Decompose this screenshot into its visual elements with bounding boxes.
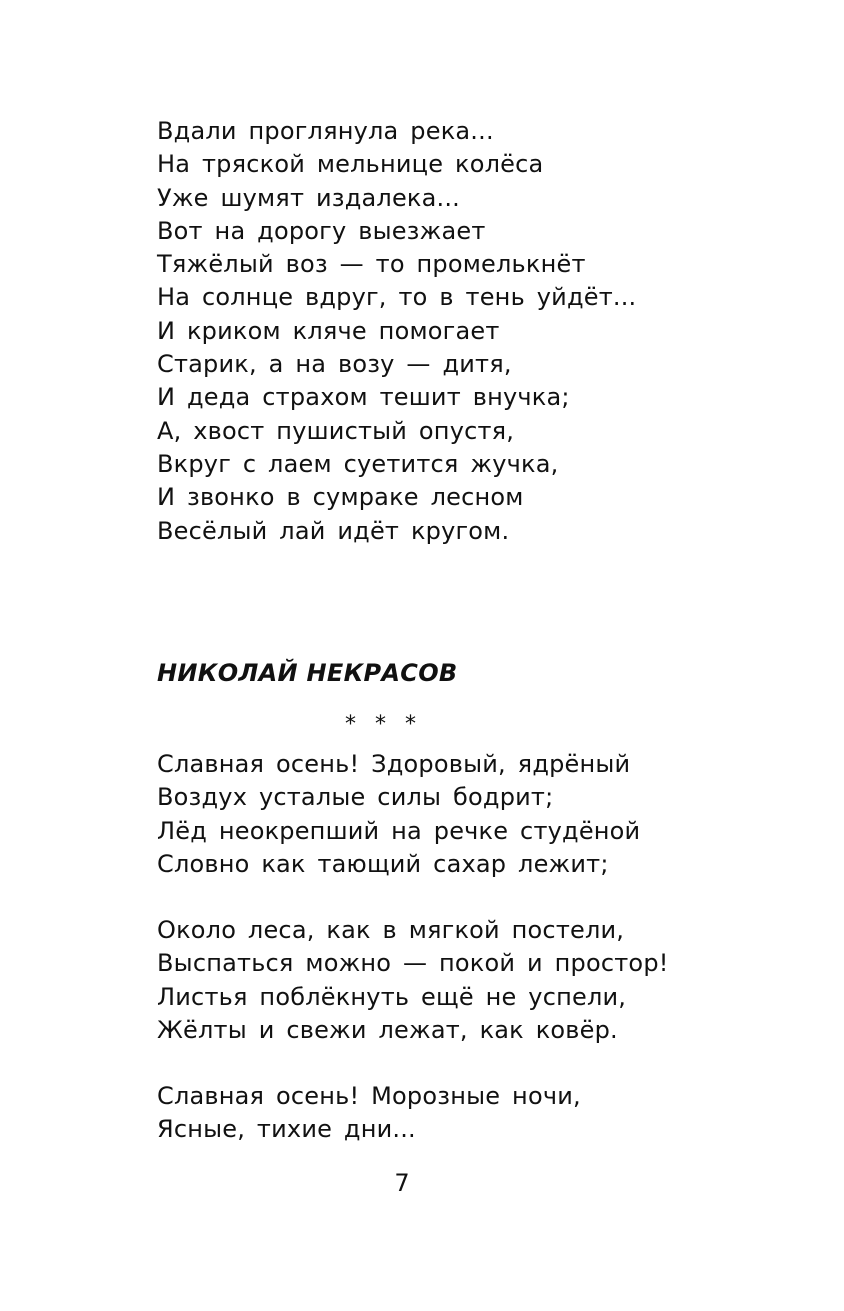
poem-continuation <box>157 115 636 548</box>
poem-line: Славная осень! Морозные ночи, <box>157 1082 581 1110</box>
asterism: * * * <box>345 712 422 737</box>
poem-line: Уже шумят издалека... <box>157 183 461 212</box>
author-heading: НИКОЛАЙ НЕКРАСОВ <box>157 659 458 687</box>
poem-line: Тяжёлый воз — то промелькнёт <box>157 250 586 279</box>
poem-line: Старик, а на возу — дитя, <box>157 350 512 379</box>
poem-line: И звонко в сумраке лесном <box>157 483 524 512</box>
poem-line: Ясные, тихие дни... <box>157 1115 416 1144</box>
poem-line: Вот на дорогу выезжает <box>157 216 486 245</box>
poem-line: И деда страхом тешит внучка; <box>157 383 570 412</box>
poem-line: Выспаться можно — покой и простор! <box>157 949 669 978</box>
poem-line: Жёлты и свежи лежат, как ковёр. <box>157 1015 618 1044</box>
poem-line: Славная осень! Здоровый, ядрёный <box>157 750 631 778</box>
poem-line: Лёд неокрепший на речке студёной <box>157 816 641 845</box>
poem-line: Вкруг с лаем суетится жучка, <box>157 449 559 478</box>
poem-line: Словно как тающий сахар лежит; <box>157 849 609 878</box>
poem-line: Воздух усталые силы бодрит; <box>157 783 554 812</box>
poem-stanza-1 <box>157 748 640 881</box>
page-number: 7 <box>394 1169 410 1197</box>
poem-line: Вдали проглянула река... <box>157 117 494 145</box>
poem-line: На солнце вдруг, то в тень уйдёт... <box>157 283 637 312</box>
poem-line: Весёлый лай идёт кругом. <box>157 516 510 545</box>
poem-line: И криком кляче помогает <box>157 316 500 345</box>
poem-stanza-3 <box>157 1080 581 1147</box>
poem-line: А, хвост пушистый опустя, <box>157 416 515 445</box>
poem-line: Около леса, как в мягкой постели, <box>157 916 625 944</box>
poem-line: На тряской мельнице колёса <box>157 150 544 179</box>
poem-line: Листья поблёкнуть ещё не успели, <box>157 982 627 1011</box>
poem-stanza-2 <box>157 914 669 1047</box>
